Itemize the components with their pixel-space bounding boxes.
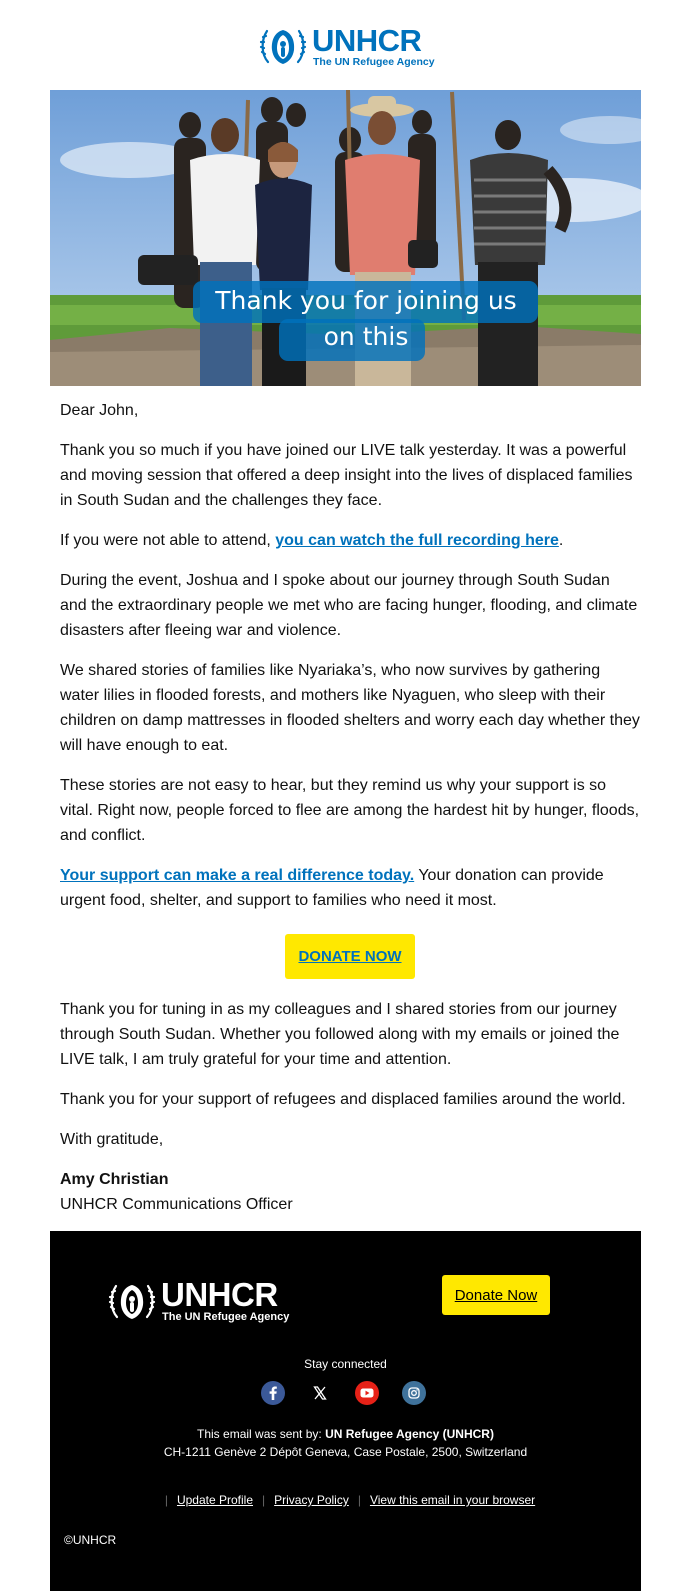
org-address: CH-1211 Genève 2 Dépôt Geneva, Case Postale, 2500, Switzerland	[163, 1445, 528, 1459]
sender-info	[50, 1425, 641, 1461]
sent-by-prefix: This email was sent by:	[197, 1427, 326, 1441]
support-difference-link[interactable]: Your support can make a real difference today.	[60, 867, 415, 884]
logo-tagline: The UN Refugee Agency	[313, 55, 435, 68]
link-separator: |	[357, 1493, 361, 1507]
unhcr-emblem-icon	[107, 1279, 157, 1323]
link-separator: |	[164, 1493, 168, 1507]
hero-image[interactable]	[50, 90, 641, 386]
link-separator: |	[262, 1493, 266, 1507]
paragraph-6-text: Your donation can provide urgent food, shelter, and support to families who need it most.	[60, 867, 604, 909]
logo-wordmark: UNHCR	[161, 1276, 278, 1313]
privacy-policy-link[interactable]: Privacy Policy	[274, 1493, 349, 1507]
footer-links	[50, 1493, 641, 1507]
footer-donate-button[interactable]: Donate Now	[442, 1275, 550, 1315]
paragraph-2-end: .	[558, 532, 564, 549]
paragraph-4: We shared stories of families like Nyariaka’s, who now survives by gathering water lilies in flooded forests, and mothers like Nyaguen, who sleep with their children on damp mattresses in flooded shelters and worry each day whether they will have enough to eat.	[60, 662, 640, 754]
signature	[60, 1167, 640, 1217]
closing: With gratitude,	[60, 1131, 164, 1148]
copyright: ©UNHCR	[64, 1533, 117, 1547]
stay-connected-label: Stay connected	[304, 1357, 387, 1371]
view-in-browser-link[interactable]: View this email in your browser	[369, 1493, 536, 1507]
donate-button-container	[60, 934, 640, 979]
unhcr-emblem-icon	[258, 24, 308, 68]
footer	[50, 1231, 641, 1591]
facebook-icon[interactable]	[261, 1381, 285, 1405]
sent-by-org: UN Refugee Agency (UNHCR)	[325, 1427, 494, 1441]
instagram-icon[interactable]	[402, 1381, 426, 1405]
sender-title: UNHCR Communications Officer	[60, 1196, 293, 1213]
paragraph-7: Thank you for tuning in as my colleagues and I shared stories from our journey through South Sudan. Whether you followed along with my emails or joined the LIVE talk, I am truly grateful for your time and attention.	[60, 1001, 620, 1068]
paragraph-3: During the event, Joshua and I spoke about our journey through South Sudan and the extraordinary people we met who are facing hunger, flooding, and climate disasters after fleeing war and violence.	[60, 572, 638, 639]
paragraph-1: Thank you so much if you have joined our LIVE talk yesterday. It was a powerful and moving session that offered a deep insight into the lives of displaced families in South Sudan and the challenges they face.	[60, 442, 633, 509]
update-profile-link[interactable]: Update Profile	[176, 1493, 254, 1507]
donate-now-button[interactable]: DONATE NOW	[285, 934, 414, 979]
hero-overlay-text: Thank you for joining us on this	[215, 286, 517, 351]
email-body	[60, 398, 640, 1217]
paragraph-8: Thank you for your support of refugees and displaced families around the world.	[60, 1091, 626, 1108]
logo-wordmark: UNHCR	[312, 22, 422, 58]
unhcr-logo-header[interactable]	[258, 22, 458, 70]
paragraph-2-text: If you were not able to attend,	[60, 532, 276, 549]
paragraph-2	[60, 528, 640, 553]
greeting: Dear John,	[60, 402, 139, 419]
logo-tagline: The UN Refugee Agency	[162, 1311, 290, 1323]
social-links	[261, 1381, 426, 1405]
sent-by-line	[50, 1425, 641, 1443]
paragraph-6	[60, 863, 640, 913]
unhcr-logo-footer[interactable]	[107, 1276, 290, 1323]
sender-name: Amy Christian	[60, 1171, 169, 1188]
paragraph-5: These stories are not easy to hear, but they remind us why your support is so vital. Right now, people forced to flee are among the hardest hit by hunger, floods, and conflict.	[60, 777, 640, 844]
x-icon[interactable]	[308, 1381, 332, 1405]
youtube-icon[interactable]	[355, 1381, 379, 1405]
watch-recording-link[interactable]: you can watch the full recording here	[275, 532, 559, 549]
